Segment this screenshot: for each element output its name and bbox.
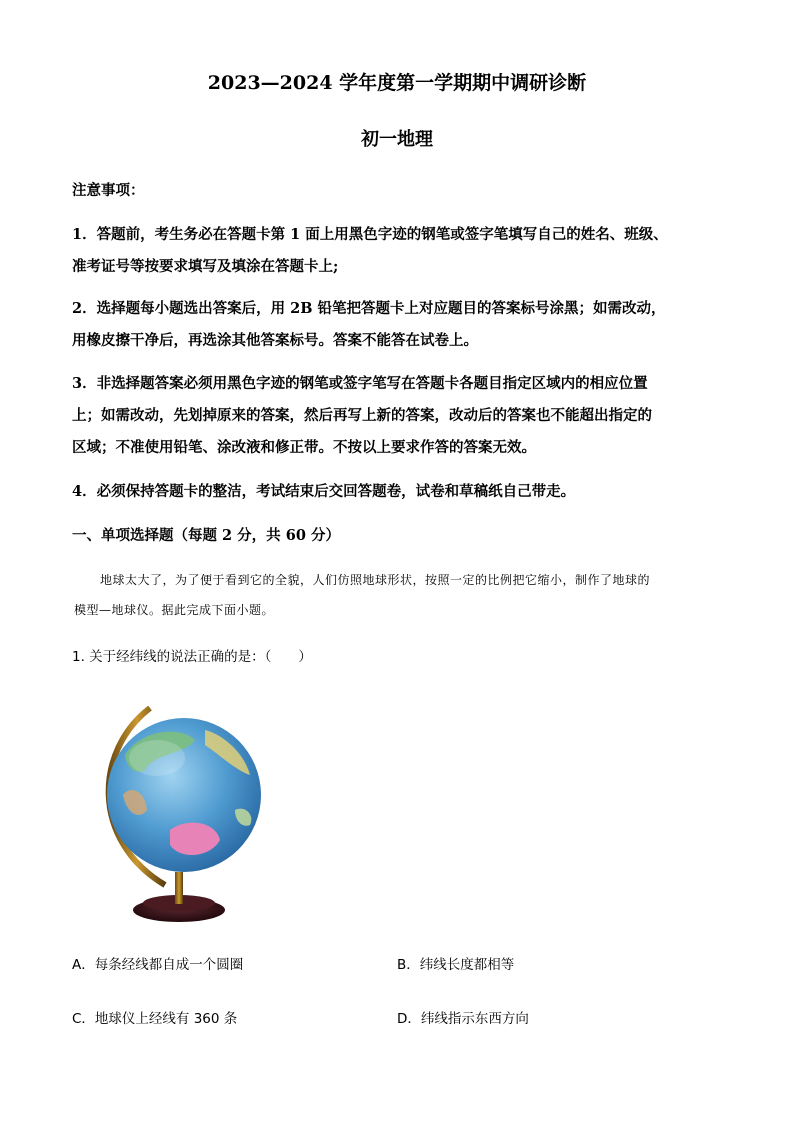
passage-line-2: 模型—地球仪。据此完成下面小题。 xyxy=(74,603,275,617)
page-title: 2023—2024 学年度第一学期期中调研诊断 xyxy=(207,72,587,94)
notice-item-3-line-2: 上；如需改动，先划掉原来的答案，然后再写上新的答案，改动后的答案也不能超出指定的 xyxy=(72,407,652,424)
passage-line-1: 地球太大了，为了便于看到它的全貌，人们仿照地球形状，按照一定的比例把它缩小，制作了地球的 xyxy=(100,573,651,587)
notice-item-1-line-2: 准考证号等按要求填写及填涂在答题卡上; xyxy=(72,258,339,275)
globe-image xyxy=(85,700,265,925)
notice-item-2-line-2: 用橡皮擦干净后，再选涂其他答案标号。答案不能答在试卷上。 xyxy=(72,332,478,349)
notice-item-2-line-1: 2．选择题每小题选出答案后，用 2B 铅笔把答题卡上对应题目的答案标号涂黑；如需改动， xyxy=(72,300,666,317)
section-heading: 一、单项选择题（每题 2 分，共 60 分） xyxy=(72,527,340,544)
notice-item-3-line-1: 3．非选择题答案必须用黑色字迹的钢笔或签字笔写在答题卡各题目指定区域内的相应位置 xyxy=(72,375,648,392)
option-d: D．纬线指示东西方向 xyxy=(397,1011,529,1027)
notice-item-4-line-1: 4．必须保持答题卡的整洁，考试结束后交回答题卷，试卷和草稿纸自己带走。 xyxy=(72,483,576,500)
option-c: C．地球仪上经线有 360 条 xyxy=(72,1011,238,1027)
notice-heading: 注意事项： xyxy=(72,182,145,199)
notice-item-3-line-3: 区域；不准使用铅笔、涂改液和修正带。不按以上要求作答的答案无效。 xyxy=(72,439,536,456)
option-a: A．每条经线都自成一个圆圈 xyxy=(72,957,244,973)
question-1-stem: 1. 关于经纬线的说法正确的是：（ ） xyxy=(72,649,312,665)
page-subtitle: 初一地理 xyxy=(361,129,433,150)
notice-item-1-line-1: 1．答题前，考生务必在答题卡第 1 面上用黑色字迹的钢笔或签字笔填写自己的姓名、班级、 xyxy=(72,226,668,243)
option-b: B．纬线长度都相等 xyxy=(397,957,515,973)
